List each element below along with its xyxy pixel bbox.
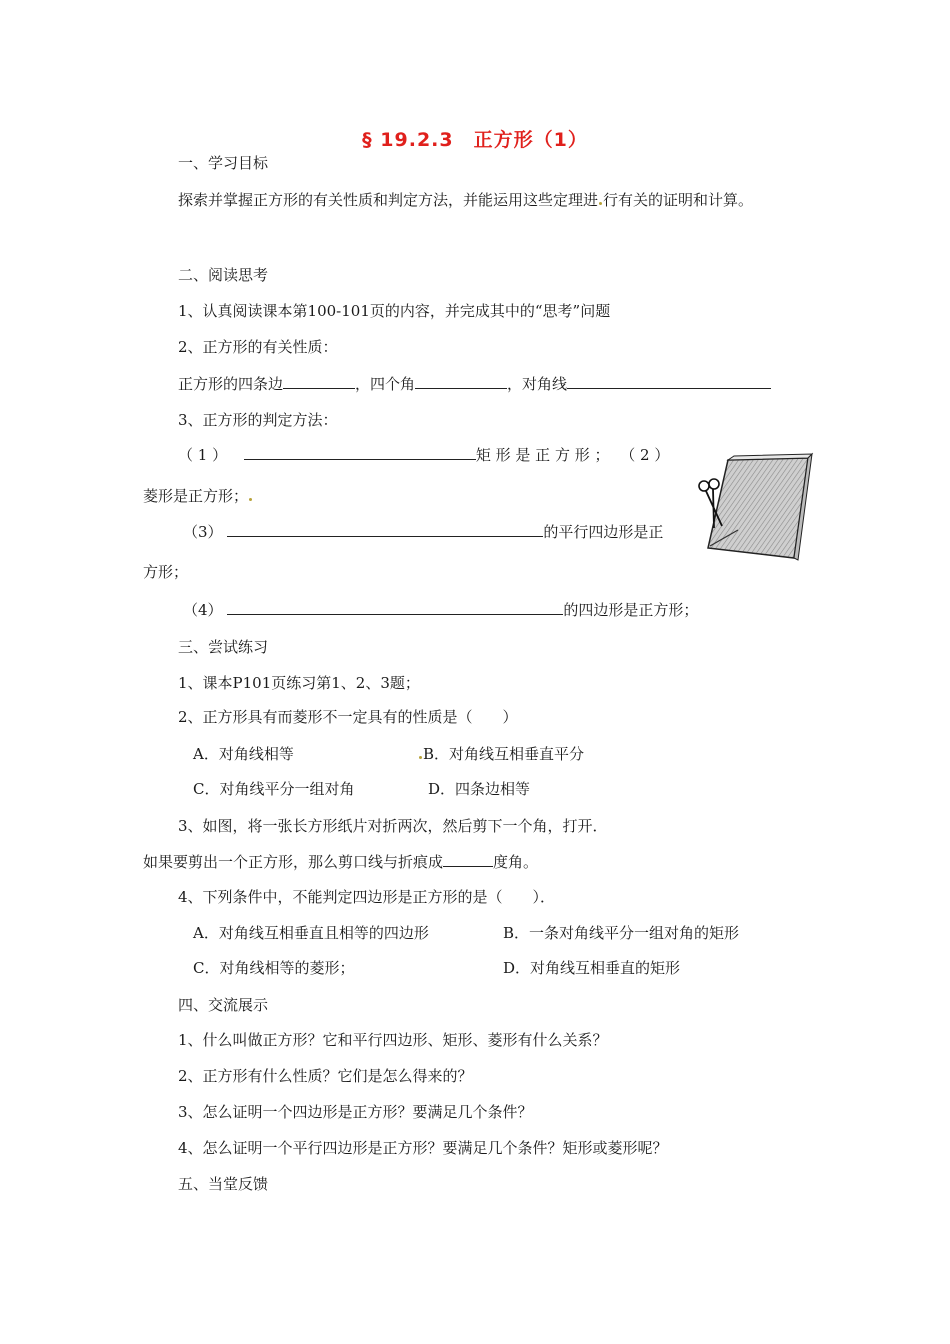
speck-mark bbox=[419, 756, 422, 759]
practice-q2: 2、正方形具有而菱形不一定具有的性质是（ ） bbox=[178, 708, 518, 726]
blank-sides[interactable] bbox=[283, 374, 355, 389]
goals-text-part-b: 行有关的证明和计算。 bbox=[603, 191, 754, 209]
blank-criterion-4[interactable] bbox=[227, 600, 563, 615]
blank-angles[interactable] bbox=[415, 374, 507, 389]
blank-criterion-1[interactable] bbox=[244, 445, 476, 460]
practice-q1: 1、课本P101页练习第1、2、3题； bbox=[178, 674, 420, 692]
goals-text bbox=[178, 190, 753, 210]
reading-item-3: 3、正方形的判定方法： bbox=[178, 411, 338, 429]
practice-q2-option-b: B．对角线互相垂直平分 bbox=[423, 745, 585, 763]
criterion-4-text: 的四边形是正方形； bbox=[563, 601, 699, 619]
section-heading-discussion: 四、交流展示 bbox=[178, 996, 269, 1014]
goals-text-part-a: 探索并掌握正方形的有关性质和判定方法，并能运用这些定理进 bbox=[178, 191, 599, 209]
practice-q3-text: 如果要剪出一个正方形，那么剪口线与折痕成 bbox=[143, 853, 444, 871]
reading-item-1: 1、认真阅读课本第100-101页的内容，并完成其中的“思考”问题 bbox=[178, 302, 611, 320]
blank-criterion-3[interactable] bbox=[227, 522, 543, 537]
discussion-q1: 1、什么叫做正方形？它和平行四边形、矩形、菱形有什么关系？ bbox=[178, 1031, 608, 1049]
section-heading-practice: 三、尝试练习 bbox=[178, 638, 269, 656]
prop-angles-label: ，四个角 bbox=[355, 375, 416, 393]
practice-q4-option-b: B．一条对角线平分一组对角的矩形 bbox=[503, 924, 740, 942]
folded-paper-scissors-icon bbox=[688, 448, 818, 568]
criterion-3-continuation: 方形； bbox=[143, 563, 189, 581]
criterion-4-line bbox=[183, 600, 698, 620]
practice-q4-option-a: A．对角线互相垂直且相等的四边形 bbox=[193, 924, 429, 942]
practice-q2-option-c: C．对角线平分一组对角 bbox=[193, 780, 355, 798]
practice-q4-option-c: C．对角线相等的菱形； bbox=[193, 959, 355, 977]
practice-q2-option-a: A．对角线相等 bbox=[193, 745, 294, 763]
practice-q4: 4、下列条件中，不能判定四边形是正方形的是（ ）． bbox=[178, 888, 556, 906]
practice-q3-line-2 bbox=[143, 852, 538, 872]
section-heading-goals: 一、学习目标 bbox=[178, 154, 269, 172]
blank-diagonals[interactable] bbox=[567, 374, 771, 389]
section-heading-feedback: 五、当堂反馈 bbox=[178, 1175, 269, 1193]
speck-mark bbox=[599, 202, 602, 205]
speck-mark bbox=[249, 498, 252, 501]
practice-q2-option-b-line bbox=[418, 744, 584, 764]
practice-q2-option-d: D．四条边相等 bbox=[428, 780, 531, 798]
criterion-4-number: （4） bbox=[183, 601, 223, 619]
page-title: § 19.2.3 正方形（1） bbox=[362, 129, 588, 151]
prop-diagonals-label: ，对角线 bbox=[507, 375, 568, 393]
criterion-2-number: （ 2 ） bbox=[620, 446, 670, 464]
discussion-q3: 3、怎么证明一个四边形是正方形？要满足几个条件？ bbox=[178, 1103, 533, 1121]
practice-q4-option-d: D．对角线互相垂直的矩形 bbox=[503, 959, 681, 977]
discussion-q4: 4、怎么证明一个平行四边形是正方形？要满足几个条件？矩形或菱形呢？ bbox=[178, 1139, 668, 1157]
prop-sides-label: 正方形的四条边 bbox=[178, 375, 284, 393]
criterion-1-line bbox=[178, 445, 669, 465]
criterion-3-line bbox=[183, 522, 663, 542]
reading-item-2: 2、正方形的有关性质： bbox=[178, 338, 338, 356]
section-heading-reading: 二、阅读思考 bbox=[178, 266, 269, 284]
criterion-1-number: （ 1 ） bbox=[178, 446, 228, 464]
criterion-2-text: 菱形是正方形； bbox=[143, 487, 249, 505]
criterion-1-text: 矩 形 是 正 方 形 ； bbox=[475, 446, 610, 464]
blank-angle-degrees[interactable] bbox=[443, 852, 493, 867]
criterion-3-number: （3） bbox=[183, 523, 223, 541]
properties-line bbox=[178, 374, 771, 394]
criterion-2-line bbox=[143, 486, 253, 506]
discussion-q2: 2、正方形有什么性质？它们是怎么得来的？ bbox=[178, 1067, 473, 1085]
practice-q3-line-1: 3、如图，将一张长方形纸片对折两次，然后剪下一个角，打开． bbox=[178, 817, 608, 835]
criterion-3-text: 的平行四边形是正 bbox=[543, 523, 664, 541]
practice-q3-suffix: 度角。 bbox=[493, 853, 539, 871]
